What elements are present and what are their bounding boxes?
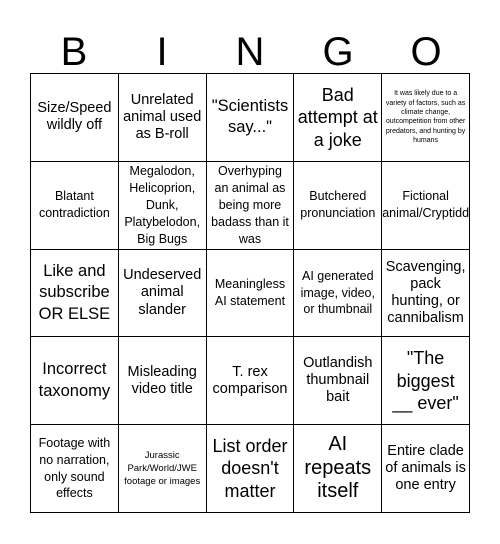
bingo-cell[interactable]: Size/Speed wildly off bbox=[31, 74, 119, 162]
bingo-cell[interactable]: "Scientists say..." bbox=[207, 74, 295, 162]
bingo-cell[interactable]: It was likely due to a variety of factors, such as climate change, outcompetition from other predators, and hunting by humans bbox=[382, 74, 470, 162]
bingo-header bbox=[30, 30, 470, 74]
bingo-cell[interactable]: Megalodon, Helicoprion, Dunk, Platybelodon, Big Bugs bbox=[119, 162, 207, 250]
bingo-cell[interactable]: List order doesn't matter bbox=[207, 425, 295, 513]
bingo-cell[interactable]: Entire clade of animals is one entry bbox=[382, 425, 470, 513]
bingo-cell[interactable]: Blatant contradiction bbox=[31, 162, 119, 250]
header-letter-b: B bbox=[60, 30, 88, 74]
bingo-cell[interactable]: Butchered pronunciation bbox=[294, 162, 382, 250]
bingo-cell[interactable]: Unrelated animal used as B-roll bbox=[119, 74, 207, 162]
bingo-cell[interactable]: Incorrect taxonomy bbox=[31, 337, 119, 425]
bingo-cell[interactable]: Jurassic Park/World/JWE footage or images bbox=[119, 425, 207, 513]
header-letter-o: O bbox=[410, 30, 442, 74]
bingo-cell[interactable]: Meaningless AI statement bbox=[207, 250, 295, 338]
bingo-cell[interactable]: Fictional animal/Cryptidd bbox=[382, 162, 470, 250]
bingo-cell[interactable]: Misleading video title bbox=[119, 337, 207, 425]
bingo-cell[interactable]: Scavenging, pack hunting, or cannibalism bbox=[382, 250, 470, 338]
header-letter-n: N bbox=[235, 30, 265, 74]
bingo-cell[interactable]: AI generated image, video, or thumbnail bbox=[294, 250, 382, 338]
header-letter-g: G bbox=[322, 30, 354, 74]
bingo-cell[interactable]: AI repeats itself bbox=[294, 425, 382, 513]
bingo-cell[interactable]: Bad attempt at a joke bbox=[294, 74, 382, 162]
bingo-cell[interactable]: "The biggest __ ever" bbox=[382, 337, 470, 425]
bingo-cell[interactable]: Like and subscribe OR ELSE bbox=[31, 250, 119, 338]
bingo-cell[interactable]: Overhyping an animal as being more badass than it was bbox=[207, 162, 295, 250]
bingo-cell[interactable]: T. rex comparison bbox=[207, 337, 295, 425]
bingo-cell[interactable]: Outlandish thumbnail bait bbox=[294, 337, 382, 425]
bingo-board bbox=[30, 73, 470, 513]
header-letter-i: I bbox=[156, 30, 168, 74]
bingo-cell[interactable]: Footage with no narration, only sound effects bbox=[31, 425, 119, 513]
bingo-cell[interactable]: Undeserved animal slander bbox=[119, 250, 207, 338]
